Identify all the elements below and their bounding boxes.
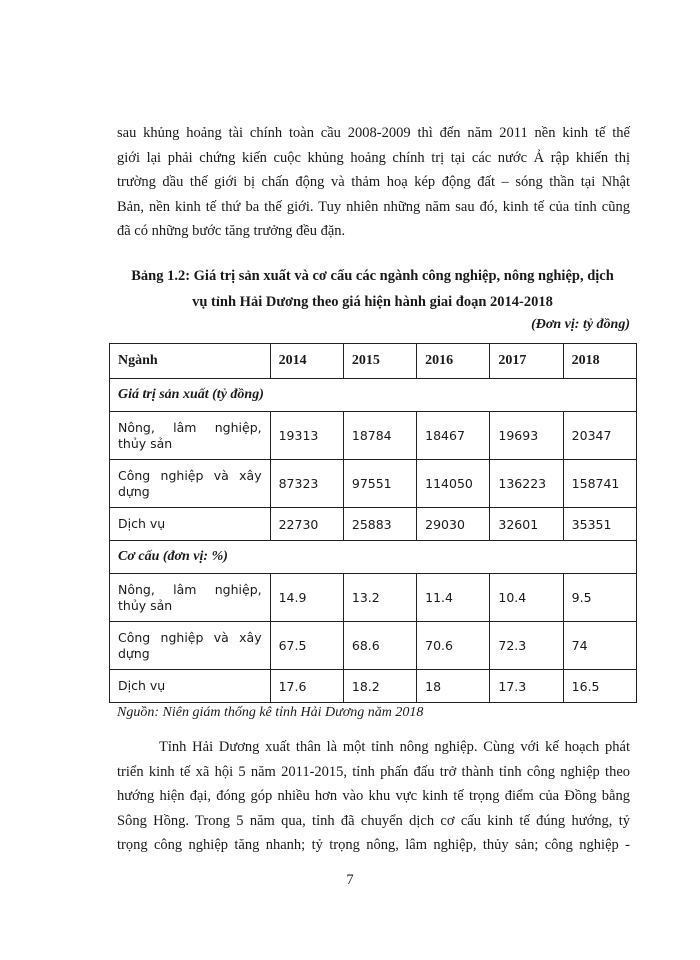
- value-cell: 74: [563, 622, 636, 670]
- table-row: [110, 508, 637, 541]
- table-source: Nguồn: Niên giám thống kê tỉnh Hải Dương năm 2018: [117, 705, 424, 720]
- header-cell: 2014: [270, 344, 343, 379]
- header-cell: 2017: [490, 344, 563, 379]
- value-cell: 67.5: [270, 622, 343, 670]
- value-cell: 18467: [417, 412, 490, 460]
- value-cell: 136223: [490, 460, 563, 508]
- table-row: [110, 460, 637, 508]
- value-cell: 29030: [417, 508, 490, 541]
- value-cell: 17.3: [490, 670, 563, 703]
- value-cell: 68.6: [343, 622, 416, 670]
- value-cell: 18.2: [343, 670, 416, 703]
- paragraph-line: triển kinh tế xã hội 5 năm 2011-2015, tỉnh phấn đấu trở thành tỉnh công nghiệp theo: [117, 763, 630, 780]
- paragraph-line: Sông Hồng. Trong 5 năm qua, tỉnh đã chuyển dịch cơ cấu kinh tế đúng hướng, tỷ: [117, 812, 630, 829]
- value-cell: 13.2: [343, 574, 416, 622]
- paragraph-line: sau khủng hoảng tài chính toàn cầu 2008-2009 thì đến năm 2011 nền kinh tế thế: [117, 125, 630, 141]
- value-cell: 19693: [490, 412, 563, 460]
- table-unit: (Đơn vị: tỷ đồng): [531, 317, 630, 332]
- value-cell: 18784: [343, 412, 416, 460]
- intro-paragraph: [117, 121, 630, 244]
- section-row: [110, 379, 637, 412]
- paragraph-line: trọng công nghiệp tăng nhanh; tỷ trọng nông, lâm nghiệp, thủy sản; công nghiệp -: [117, 837, 630, 853]
- table-title-line-2: vụ tỉnh Hải Dương theo giá hiện hành giai đoạn 2014-2018: [192, 294, 553, 310]
- table-title-line-1: Bảng 1.2: Giá trị sản xuất và cơ cấu các ngành công nghiệp, nông nghiệp, dịch: [131, 268, 614, 284]
- value-cell: 19313: [270, 412, 343, 460]
- value-cell: 25883: [343, 508, 416, 541]
- value-cell: 22730: [270, 508, 343, 541]
- row-label: Dịch vụ: [110, 670, 271, 703]
- table-header-row: [110, 344, 637, 379]
- section-label: Giá trị sản xuất (tỷ đồng): [110, 379, 637, 412]
- paragraph-line: hướng hiện đại, đóng góp nhiều hơn vào khu vực kinh tế trọng điểm của Đồng bằng: [117, 788, 630, 804]
- row-label: Công nghiệp và xây dựng: [110, 622, 271, 670]
- header-cell: 2018: [563, 344, 636, 379]
- paragraph-line: Bản, nền kinh tế thứ ba thế giới. Tuy nhiên những năm sau đó, kinh tế của tỉnh cũng: [117, 198, 630, 215]
- value-cell: 97551: [343, 460, 416, 508]
- table-row: [110, 622, 637, 670]
- section-row: [110, 541, 637, 574]
- value-cell: 11.4: [417, 574, 490, 622]
- row-label: Dịch vụ: [110, 508, 271, 541]
- row-label: Nông, lâm nghiệp, thủy sản: [110, 574, 271, 622]
- page-number: 7: [346, 872, 354, 888]
- table-title: [100, 263, 645, 315]
- value-cell: 9.5: [563, 574, 636, 622]
- table-row: [110, 670, 637, 703]
- table-row: [110, 574, 637, 622]
- value-cell: 158741: [563, 460, 636, 508]
- value-cell: 32601: [490, 508, 563, 541]
- section-label: Cơ cấu (đơn vị: %): [110, 541, 637, 574]
- header-cell: 2016: [417, 344, 490, 379]
- row-label: Nông, lâm nghiệp, thủy sản: [110, 412, 271, 460]
- value-cell: 14.9: [270, 574, 343, 622]
- body-paragraph: [117, 735, 630, 858]
- paragraph-line: đã có những bước tăng trưởng đều đặn.: [117, 223, 346, 239]
- row-label: Công nghiệp và xây dựng: [110, 460, 271, 508]
- value-cell: 70.6: [417, 622, 490, 670]
- header-cell: 2015: [343, 344, 416, 379]
- value-cell: 35351: [563, 508, 636, 541]
- value-cell: 16.5: [563, 670, 636, 703]
- paragraph-line: Tỉnh Hải Dương xuất thân là một tỉnh nông nghiệp. Cùng với kế hoạch phát: [159, 739, 630, 755]
- header-cell: Ngành: [110, 344, 271, 379]
- value-cell: 20347: [563, 412, 636, 460]
- data-table: [109, 343, 637, 703]
- paragraph-line: giới lại phải chứng kiến cuộc khủng hoảng chính trị tại các nước Ả rập khiến thị: [117, 149, 630, 166]
- value-cell: 72.3: [490, 622, 563, 670]
- value-cell: 18: [417, 670, 490, 703]
- paragraph-line: trường dầu thế giới bị chấn động và thảm hoạ kép động đất – sóng thần tại Nhật: [117, 174, 630, 190]
- table-row: [110, 412, 637, 460]
- value-cell: 87323: [270, 460, 343, 508]
- value-cell: 114050: [417, 460, 490, 508]
- value-cell: 17.6: [270, 670, 343, 703]
- value-cell: 10.4: [490, 574, 563, 622]
